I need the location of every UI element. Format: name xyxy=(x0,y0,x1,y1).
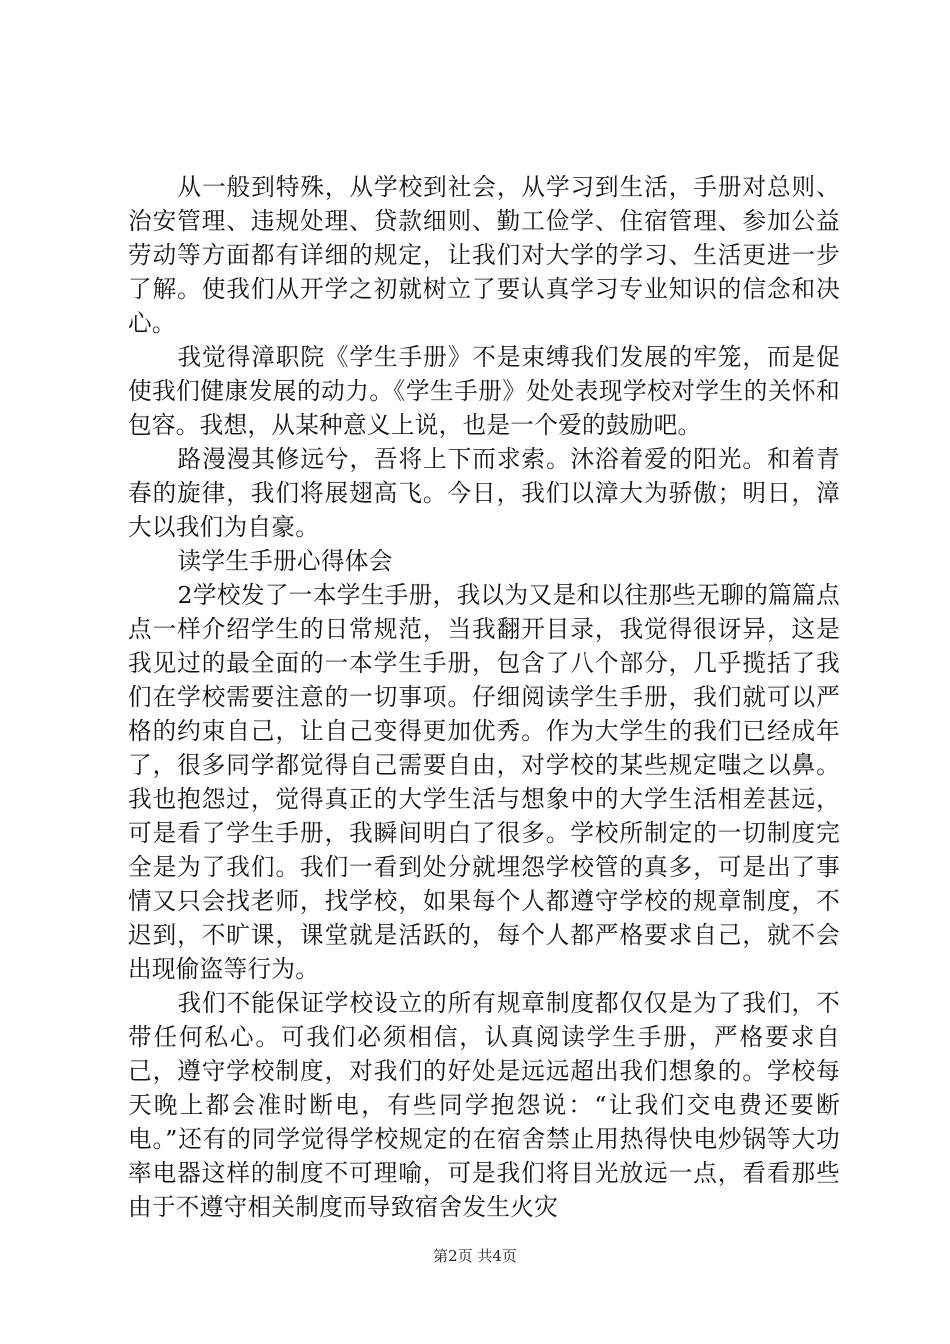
paragraph: 路漫漫其修远兮，吾将上下而求索。沐浴着爱的阳光。和着青春的旋律，我们将展翅高飞。今日，我们以漳大为骄傲；明日，漳大以我们为自豪。 xyxy=(128,445,840,541)
page-number-footer: 第2页 共4页 xyxy=(433,1247,517,1265)
section-heading: 读学生手册心得体会 xyxy=(177,547,393,575)
paragraph: 我觉得漳职院《学生手册》不是束缚我们发展的牢笼，而是促使我们健康发展的动力。《学生手册》处处表现学校对学生的关怀和包容。我想，从某种意义上说，也是一个爱的鼓励吧。 xyxy=(128,343,840,439)
paragraph: 我们不能保证学校设立的所有规章制度都仅仅是为了我们，不带任何私心。可我们必须相信，认真阅读学生手册，严格要求自己，遵守学校制度，对我们的好处是远远超出我们想象的。学校每天晚上都会准时断电，有些同学抱怨说：“让我们交电费还要断电。”还有的同学觉得学校规定的在宿舍禁止用热得快电炒锅等大功率电器这样的制度不可理喻，可是我们将目光放远一点，看看那些由于不遵守相关制度而导致宿舍发生火灾 xyxy=(128,989,840,1221)
paragraph: 从一般到特殊，从学校到社会，从学习到生活，手册对总则、治安管理、违规处理、贷款细则、勤工俭学、住宿管理、参加公益劳动等方面都有详细的规定，让我们对大学的学习、生活更进一步了解。使我们从开学之初就树立了要认真学习专业知识的信念和决心。 xyxy=(128,173,840,337)
document-body xyxy=(128,170,840,1224)
paragraph: 2学校发了一本学生手册，我以为又是和以往那些无聊的篇篇点点一样介绍学生的日常规范，当我翻开目录，我觉得很讶异，这是我见过的最全面的一本学生手册，包含了八个部分，几乎揽括了我们在学校需要注意的一切事项。仔细阅读学生手册，我们就可以严格的约束自己，让自己变得更加优秀。作为大学生的我们已经成年了，很多同学都觉得自己需要自由，对学校的某些规定嗤之以鼻。我也抱怨过，觉得真正的大学生活与想象中的大学生活相差甚远，可是看了学生手册，我瞬间明白了很多。学校所制定的一切制度完全是为了我们。我们一看到处分就埋怨学校管的真多，可是出了事情又只会找老师，找学校，如果每个人都遵守学校的规章制度，不迟到，不旷课，课堂就是活跃的，每个人都严格要求自己，就不会出现偷盗等行为。 xyxy=(128,581,840,983)
